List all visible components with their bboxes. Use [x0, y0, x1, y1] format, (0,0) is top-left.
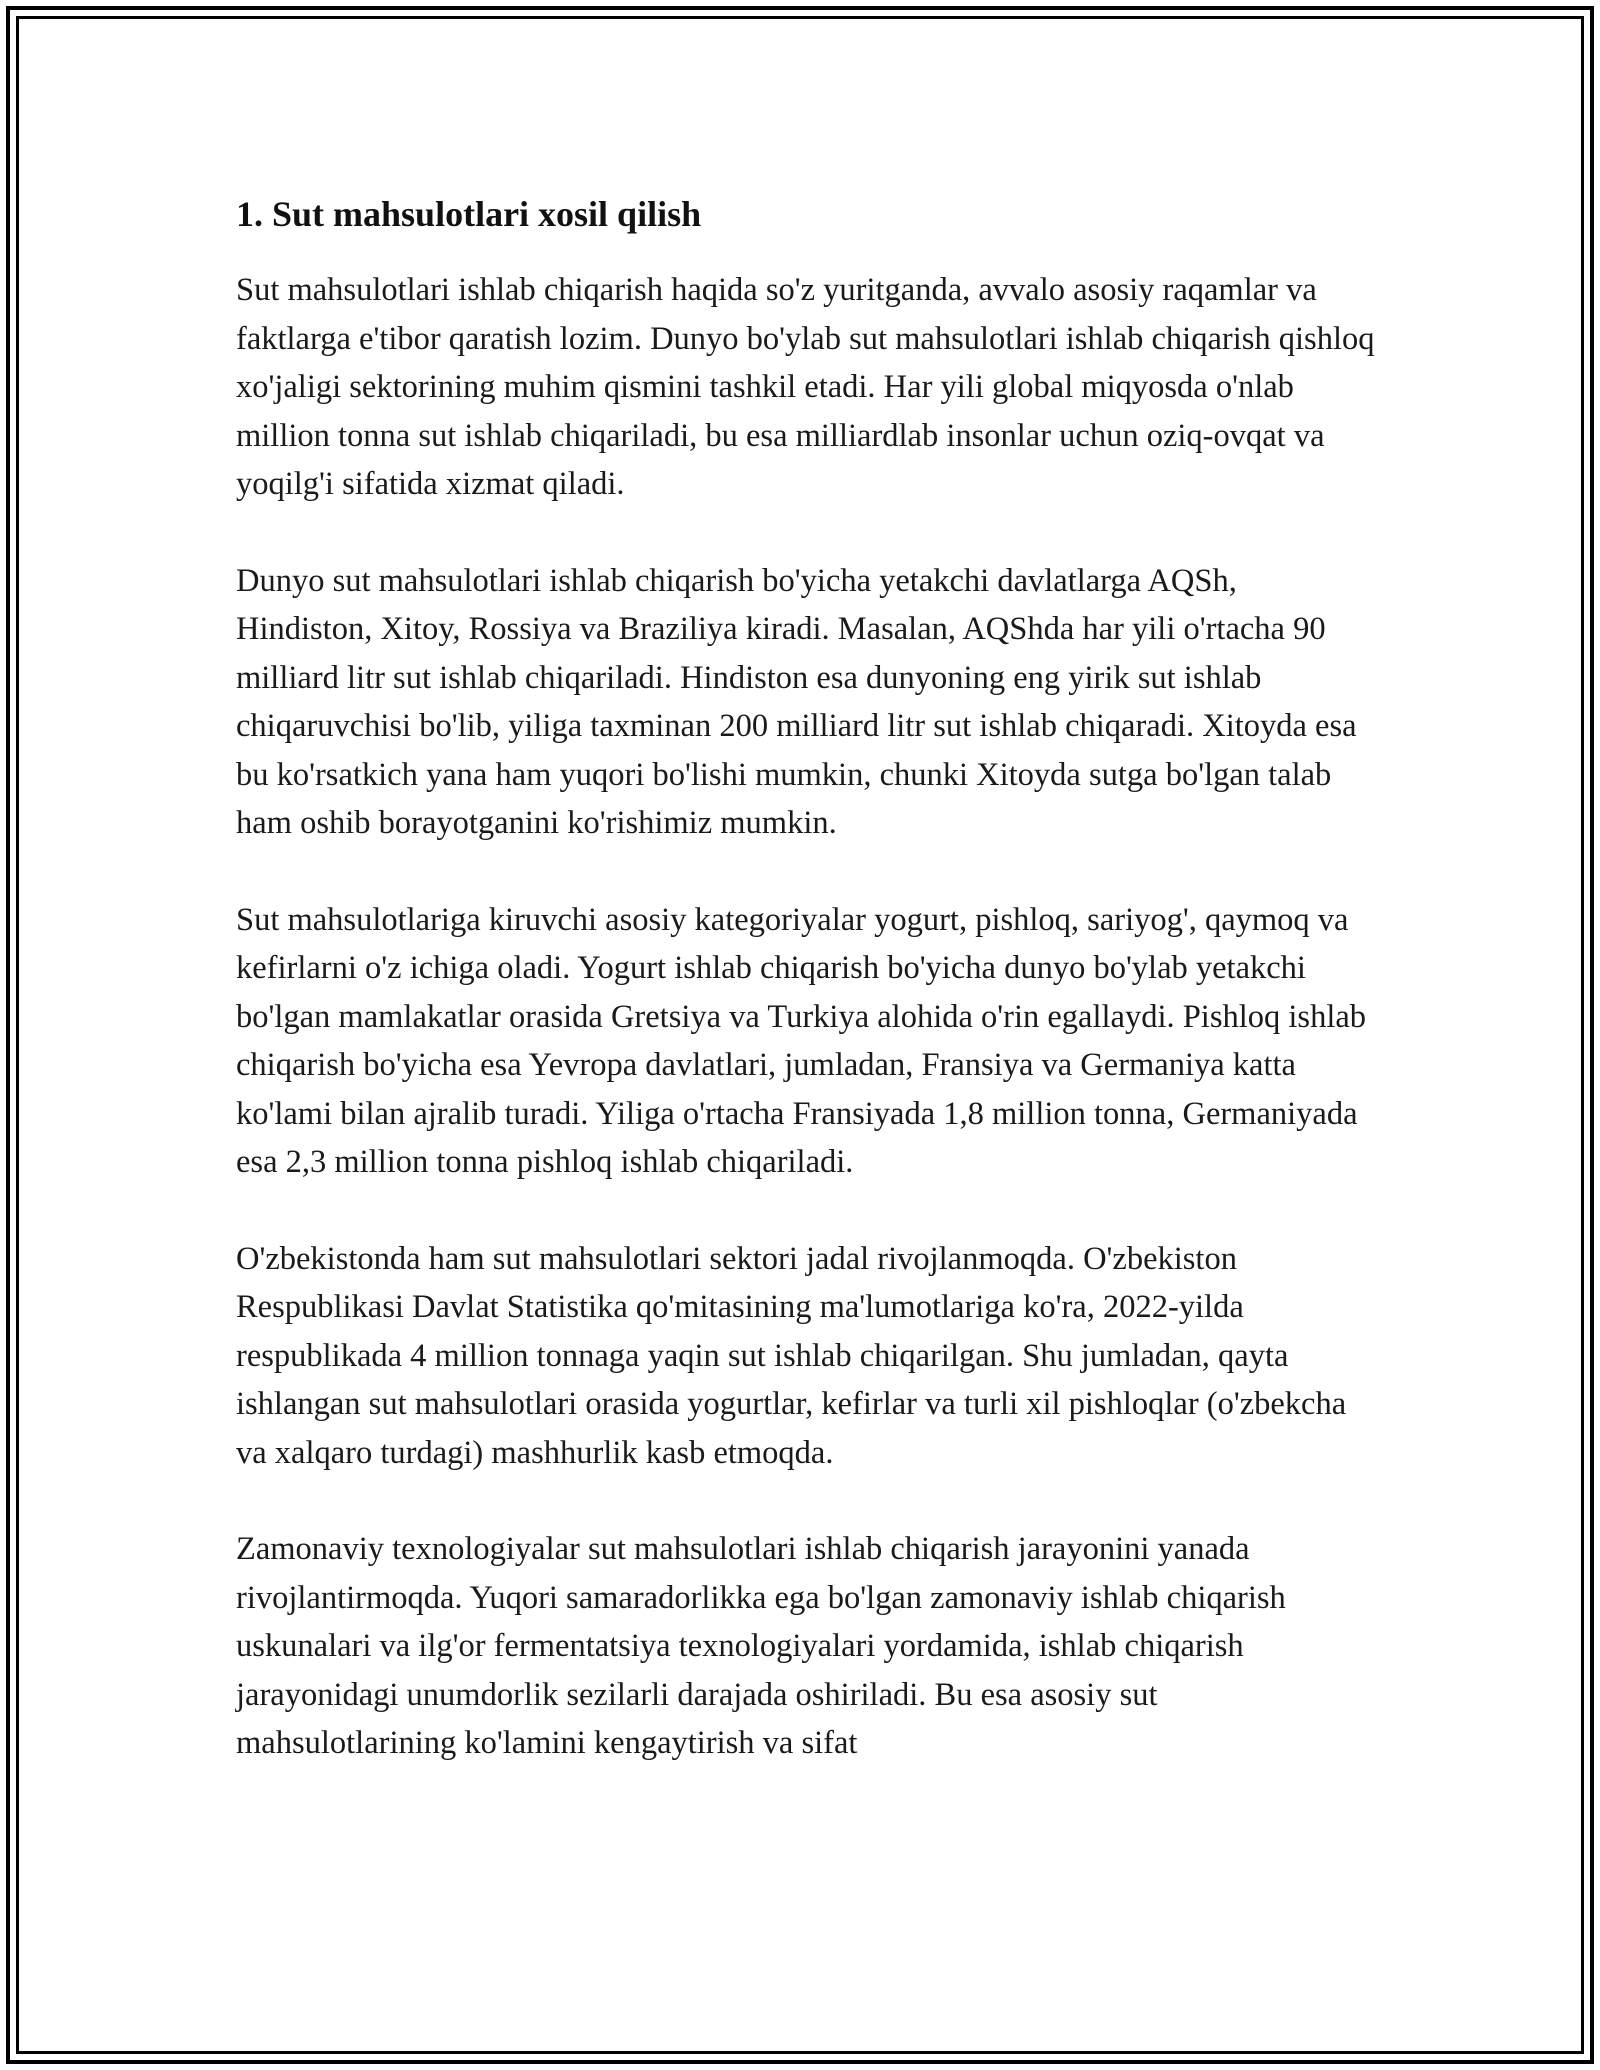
document-body: [236, 188, 1376, 1816]
section-heading: 1. Sut mahsulotlari xosil qilish: [236, 194, 702, 234]
paragraph-4: O'zbekistonda ham sut mahsulotlari sektori jadal rivojlanmoqda. O'zbekiston Respublikasi Davlat Statistika qo'mitasining ma'lumotlariga ko'ra, 2022-yilda respublikada 4 million tonnaga yaqin sut ishlab chiqarilgan. Shu jumladan, qayta ishlangan sut mahsulotlari orasida yogurtlar, kefirlar va turli xil pishloqlar (o'zbekcha va xalqaro turdagi) mashhurlik kasb etmoqda.: [236, 1240, 1347, 1471]
paragraph-1: Sut mahsulotlari ishlab chiqarish haqida so'z yuritganda, avvalo asosiy raqamlar va faktlarga e'tibor qaratish lozim. Dunyo bo'ylab sut mahsulotlari ishlab chiqarish qishloq xo'jaligi sektorining muhim qismini tashkil etadi. Har yili global miqyosda o'nlab million tonna sut ishlab chiqariladi, bu esa milliardlab insonlar uchun oziq-ovqat va yoqilg'i sifatida xizmat qiladi.: [236, 272, 1375, 502]
paragraph-3: Sut mahsulotlariga kiruvchi asosiy kategoriyalar yogurt, pishloq, sariyog', qaymoq va kefirlarni o'z ichiga oladi. Yogurt ishlab chiqarish bo'yicha dunyo bo'ylab yetakchi bo'lgan mamlakatlar orasida Gretsiya va Turkiya alohida o'rin egallaydi. Pishloq ishlab chiqarish bo'yicha esa Yevropa davlatlari, jumladan, Fransiya va Germaniya katta ko'lami bilan ajralib turadi. Yiliga o'rtacha Fransiyada 1,8 million tonna, Germaniyada esa 2,3 million tonna pishloq ishlab chiqariladi.: [236, 901, 1367, 1180]
paragraph-5: Zamonaviy texnologiyalar sut mahsulotlari ishlab chiqarish jarayonini yanada rivojlantirmoqda. Yuqori samaradorlikka ega bo'lgan zamonaviy ishlab chiqarish uskunalari va ilg'or fermentatsiya texnologiyalari yordamida, ishlab chiqarish jarayonidagi unumdorlik sezilarli darajada oshiriladi. Bu esa asosiy sut mahsulotlarining ko'lamini kengaytirish va sifat: [236, 1531, 1286, 1761]
paragraph-2: Dunyo sut mahsulotlari ishlab chiqarish bo'yicha yetakchi davlatlarga AQSh, Hindiston, Xitoy, Rossiya va Braziliya kiradi. Masalan, AQShda har yili o'rtacha 90 milliard litr sut ishlab chiqariladi. Hindiston esa dunyoning eng yirik sut ishlab chiqaruvchisi bo'lib, yiliga taxminan 200 milliard litr sut ishlab chiqaradi. Xitoyda esa bu ko'rsatkich yana ham yuqori bo'lishi mumkin, chunki Xitoyda sutga bo'lgan talab ham oshib borayotganini ko'rishimiz mumkin.: [236, 562, 1357, 841]
